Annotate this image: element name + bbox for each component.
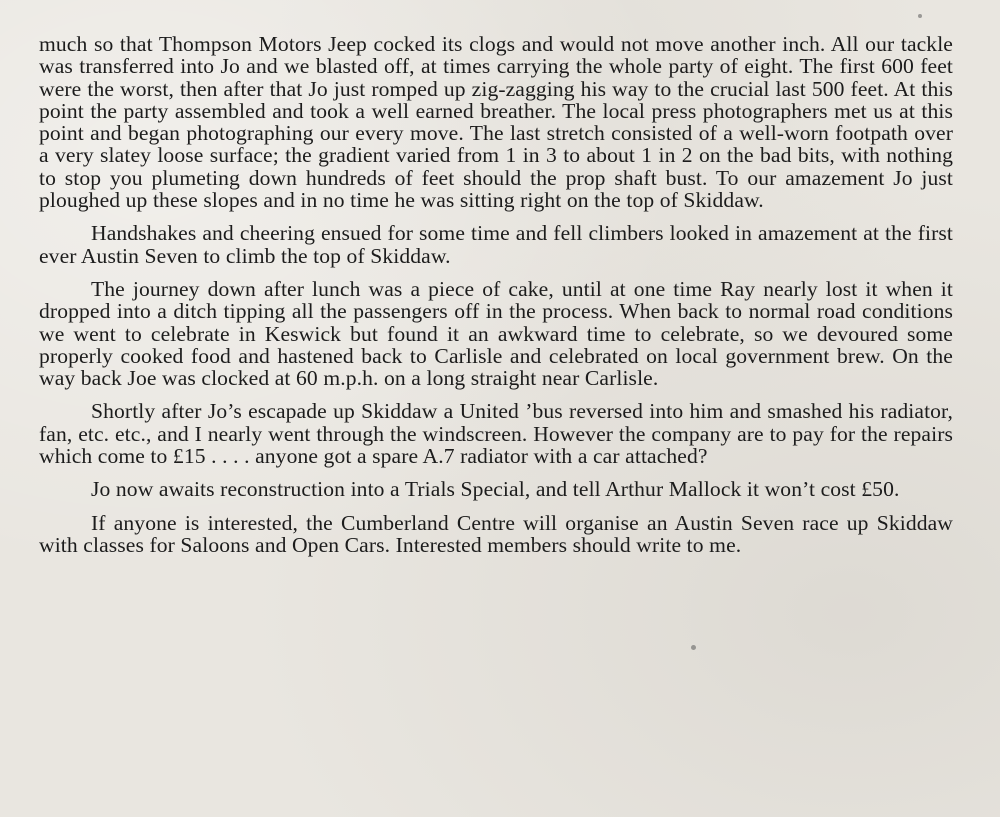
paragraph-2: Handshakes and cheering ensued for some time and fell climbers looked in amazement at the first ever Austin Seven to climb the top of Skiddaw. xyxy=(39,221,953,268)
document-body xyxy=(39,33,953,556)
paper-speck xyxy=(918,14,922,18)
paper-speck xyxy=(691,645,696,650)
paragraph-5: Jo now awaits reconstruction into a Trials Special, and tell Arthur Mallock it won’t cost £50. xyxy=(91,477,900,502)
paragraph-6: If anyone is interested, the Cumberland Centre will organise an Austin Seven race up Skiddaw with classes for Saloons and Open Cars. Interested members should write to me. xyxy=(39,510,953,557)
paragraph-1: much so that Thompson Motors Jeep cocked its clogs and would not move another inch. All our tackle was transferred into Jo and we blasted off, at times carrying the whole party of eight. The first 600 feet were the worst, then after that Jo just romped up zig-zagging his way to the crucial last 500 feet. At this point the party assembled and took a well earned breather. The local press photographers met us at this point and began photographing our every move. The last stretch consisted of a well-worn footpath over a very slatey loose surface; the gradient varied from 1 in 3 to about 1 in 2 on the bad bits, with nothing to stop you plumeting down hundreds of feet should the prop shaft bust. To our amazement Jo just ploughed up these slopes and in no time he was sitting right on the top of Skiddaw. xyxy=(39,32,953,213)
paragraph-3: The journey down after lunch was a piece of cake, until at one time Ray nearly lost it when it dropped into a ditch tipping all the passengers off in the process. When back to normal road conditions we went to celebrate in Keswick but found it an awkward time to celebrate, so we devoured some properly cooked food and hastened back to Carlisle and celebrated on local government brew. On the way back Joe was clocked at 60 m.p.h. on a long straight near Carlisle. xyxy=(39,276,953,391)
paragraph-4: Shortly after Jo’s escapade up Skiddaw a United ’bus reversed into him and smashed his radiator, fan, etc. etc., and I nearly went through the windscreen. However the company are to pay for the repairs which come to £15 . . . . anyone got a spare A.7 radiator with a car attached? xyxy=(39,399,953,469)
